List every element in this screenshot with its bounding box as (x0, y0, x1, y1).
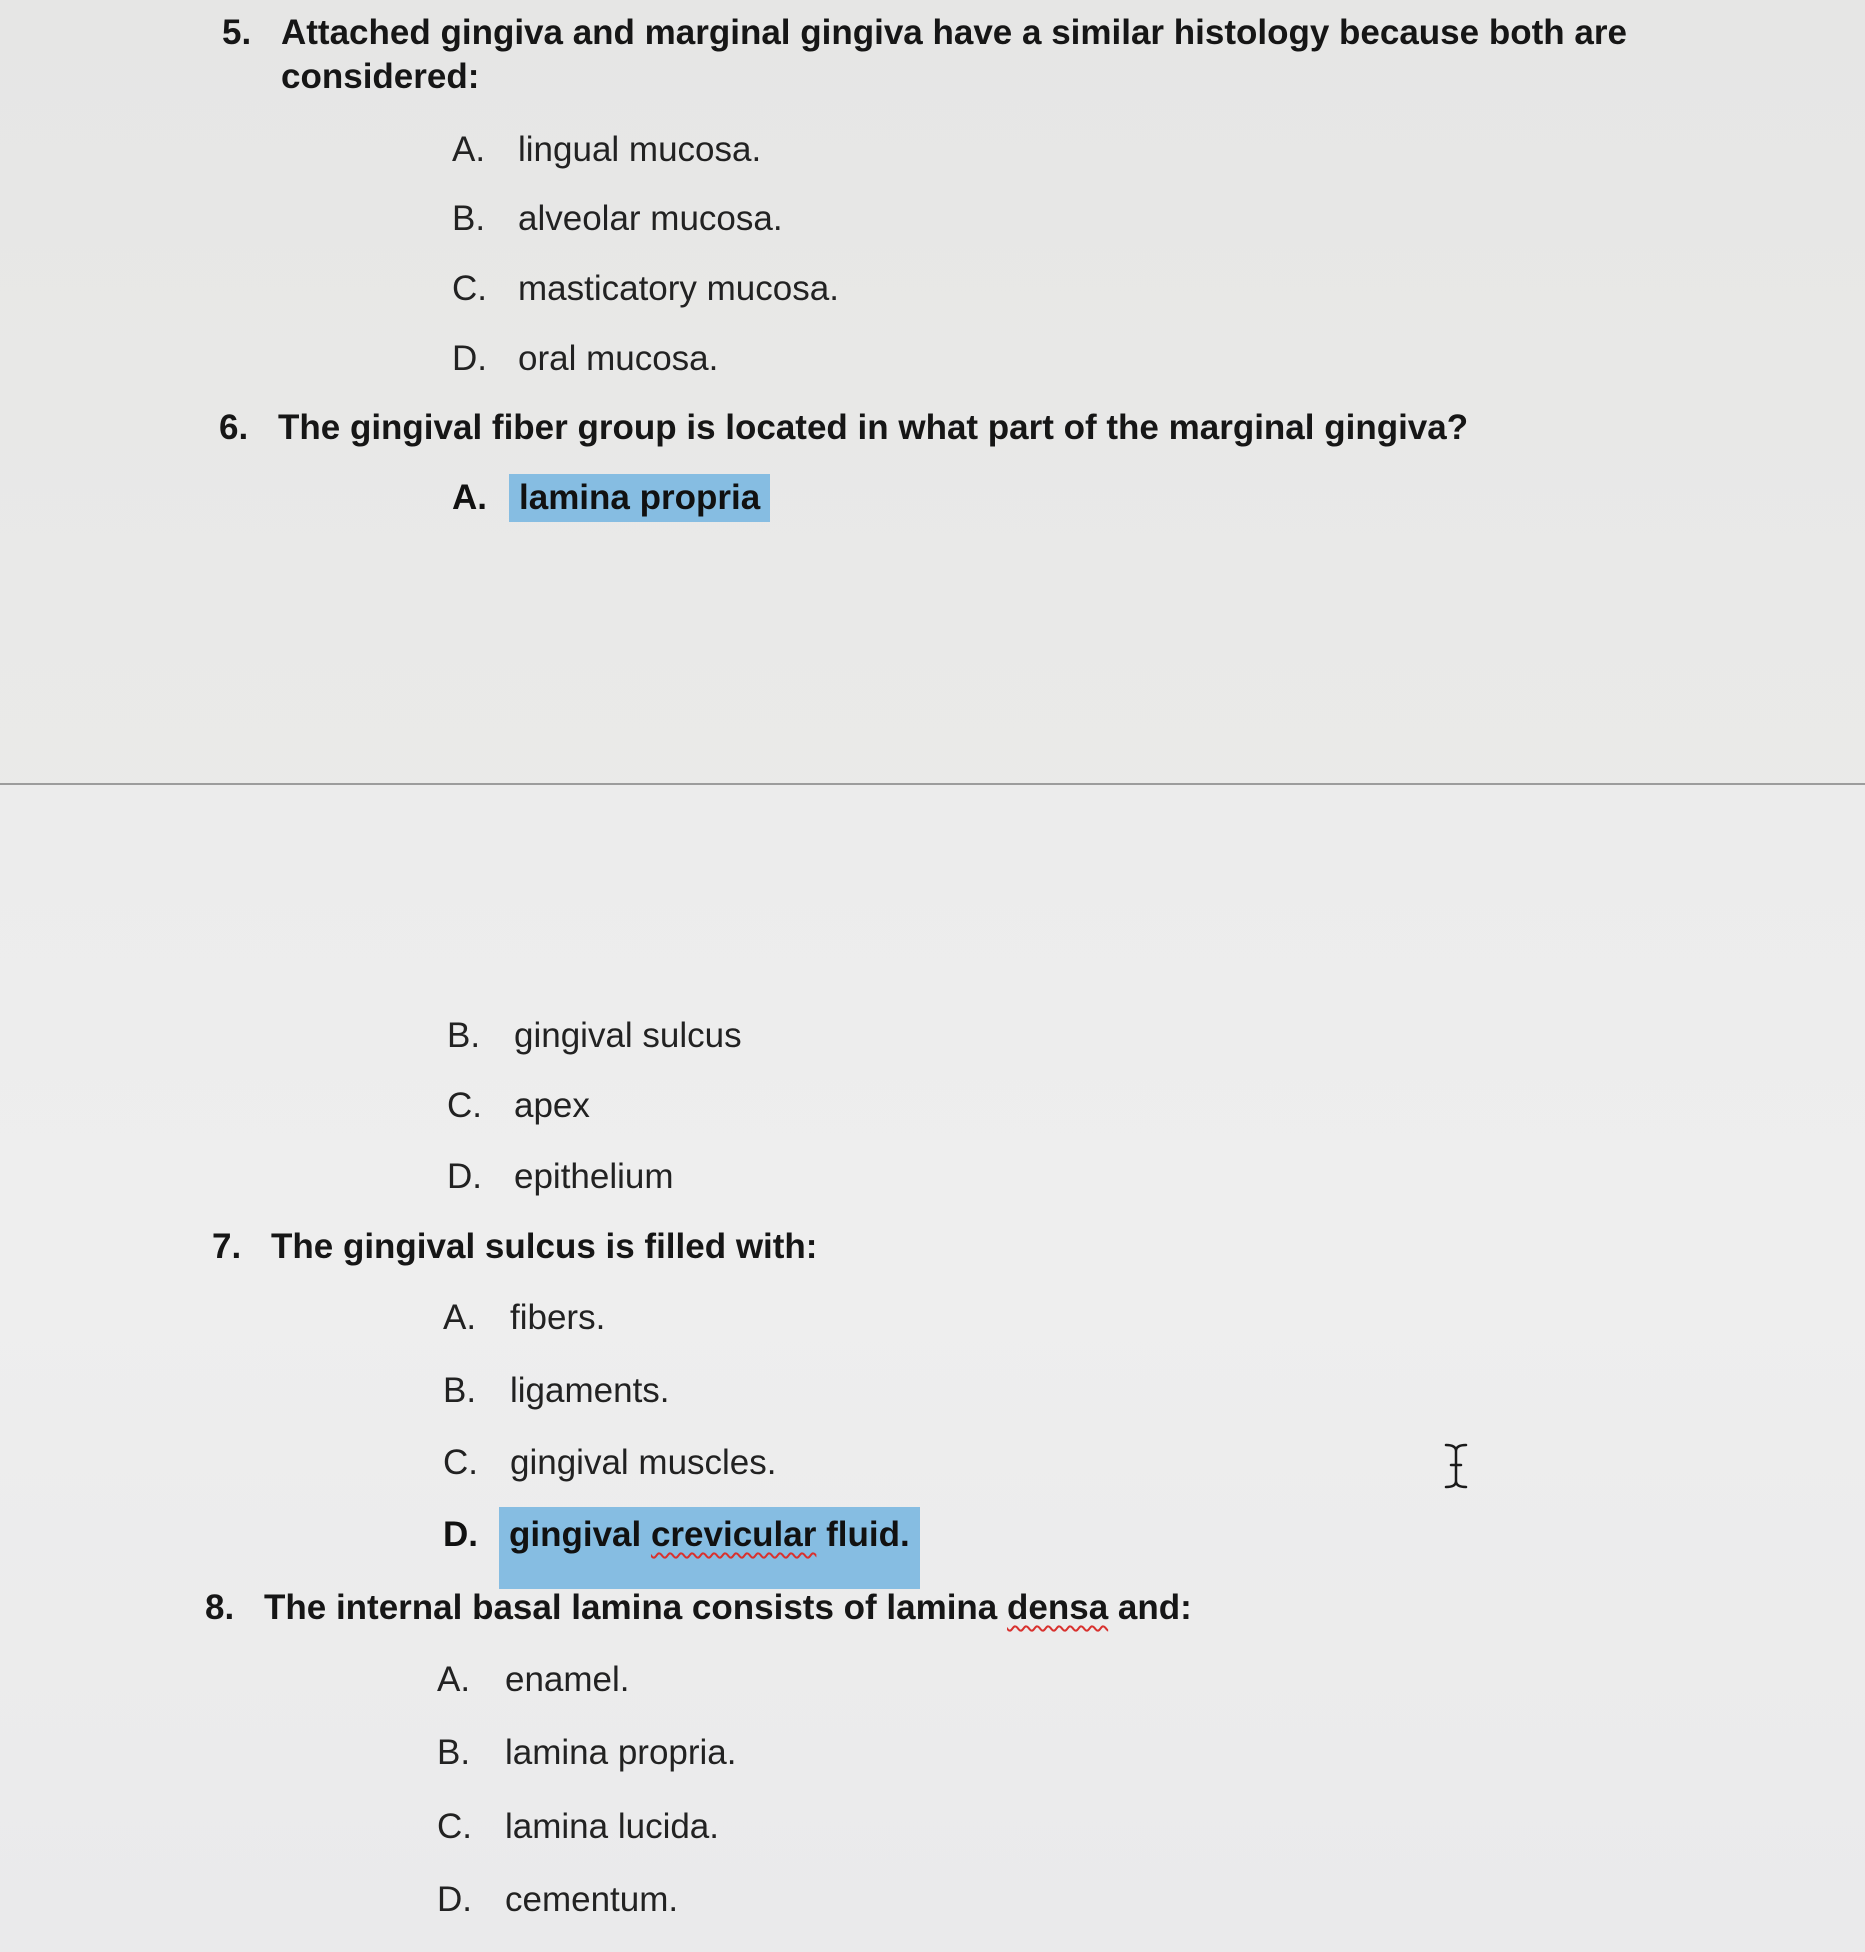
question-text-part: and: (1108, 1588, 1192, 1627)
option-label: gingival sulcus (514, 1016, 742, 1055)
option-label: lamina lucida. (505, 1807, 719, 1846)
question-6 (219, 406, 1519, 450)
question-text: The gingival fiber group is located in what part of the marginal gingiva? (278, 408, 1469, 447)
option-label: masticatory mucosa. (518, 269, 839, 308)
option-label: epithelium (514, 1157, 674, 1196)
option-label: oral mucosa. (518, 339, 719, 378)
option-letter: D. (447, 1157, 482, 1196)
question-7 (212, 1225, 1112, 1269)
option-letter: A. (452, 478, 487, 517)
option-label-selected (499, 1507, 920, 1589)
option-label: gingival muscles. (510, 1443, 777, 1482)
option-letter: B. (452, 199, 486, 238)
question-number: 5. (222, 13, 252, 52)
option-letter: D. (452, 339, 487, 378)
option-label: enamel. (505, 1660, 630, 1699)
option-letter: C. (437, 1807, 472, 1846)
question-text-part: The internal basal lamina consists of lamina (264, 1588, 1007, 1627)
misspelled-word[interactable]: densa (1007, 1588, 1109, 1627)
option-label-part: fluid. (816, 1515, 910, 1554)
option-letter: A. (443, 1298, 477, 1337)
option-label-selected: lamina propria (509, 474, 770, 522)
option-label: fibers. (510, 1298, 606, 1337)
question-text: Attached gingiva and marginal gingiva have a similar histology because both are (281, 13, 1627, 52)
text-cursor-icon (1442, 1443, 1470, 1489)
question-text-continued: considered: (281, 57, 480, 96)
misspelled-word[interactable]: crevicular (650, 1515, 817, 1554)
option-letter: A. (452, 130, 486, 169)
question-5 (222, 11, 1672, 101)
option-letter: A. (437, 1660, 471, 1699)
question-number: 8. (205, 1588, 235, 1627)
option-letter: D. (443, 1515, 478, 1554)
option-letter: B. (443, 1371, 477, 1410)
option-label: apex (514, 1086, 590, 1125)
option-letter: C. (443, 1443, 478, 1482)
option-letter: D. (437, 1880, 472, 1919)
option-label: lingual mucosa. (518, 130, 762, 169)
question-8 (205, 1586, 1305, 1630)
option-label-part: gingival (509, 1515, 651, 1554)
option-letter: C. (447, 1086, 482, 1125)
option-label: ligaments. (510, 1371, 670, 1410)
question-text (264, 1586, 1192, 1630)
option-label: cementum. (505, 1880, 679, 1919)
question-number: 6. (219, 408, 249, 447)
option-letter: C. (452, 269, 487, 308)
question-text: The gingival sulcus is filled with: (271, 1227, 818, 1266)
option-letter: B. (447, 1016, 481, 1055)
option-label: lamina propria. (505, 1733, 737, 1772)
option-letter: B. (437, 1733, 471, 1772)
page-break-line (0, 783, 1865, 785)
lower-page-area (0, 785, 1865, 1952)
question-number: 7. (212, 1227, 242, 1266)
option-label: alveolar mucosa. (518, 199, 783, 238)
